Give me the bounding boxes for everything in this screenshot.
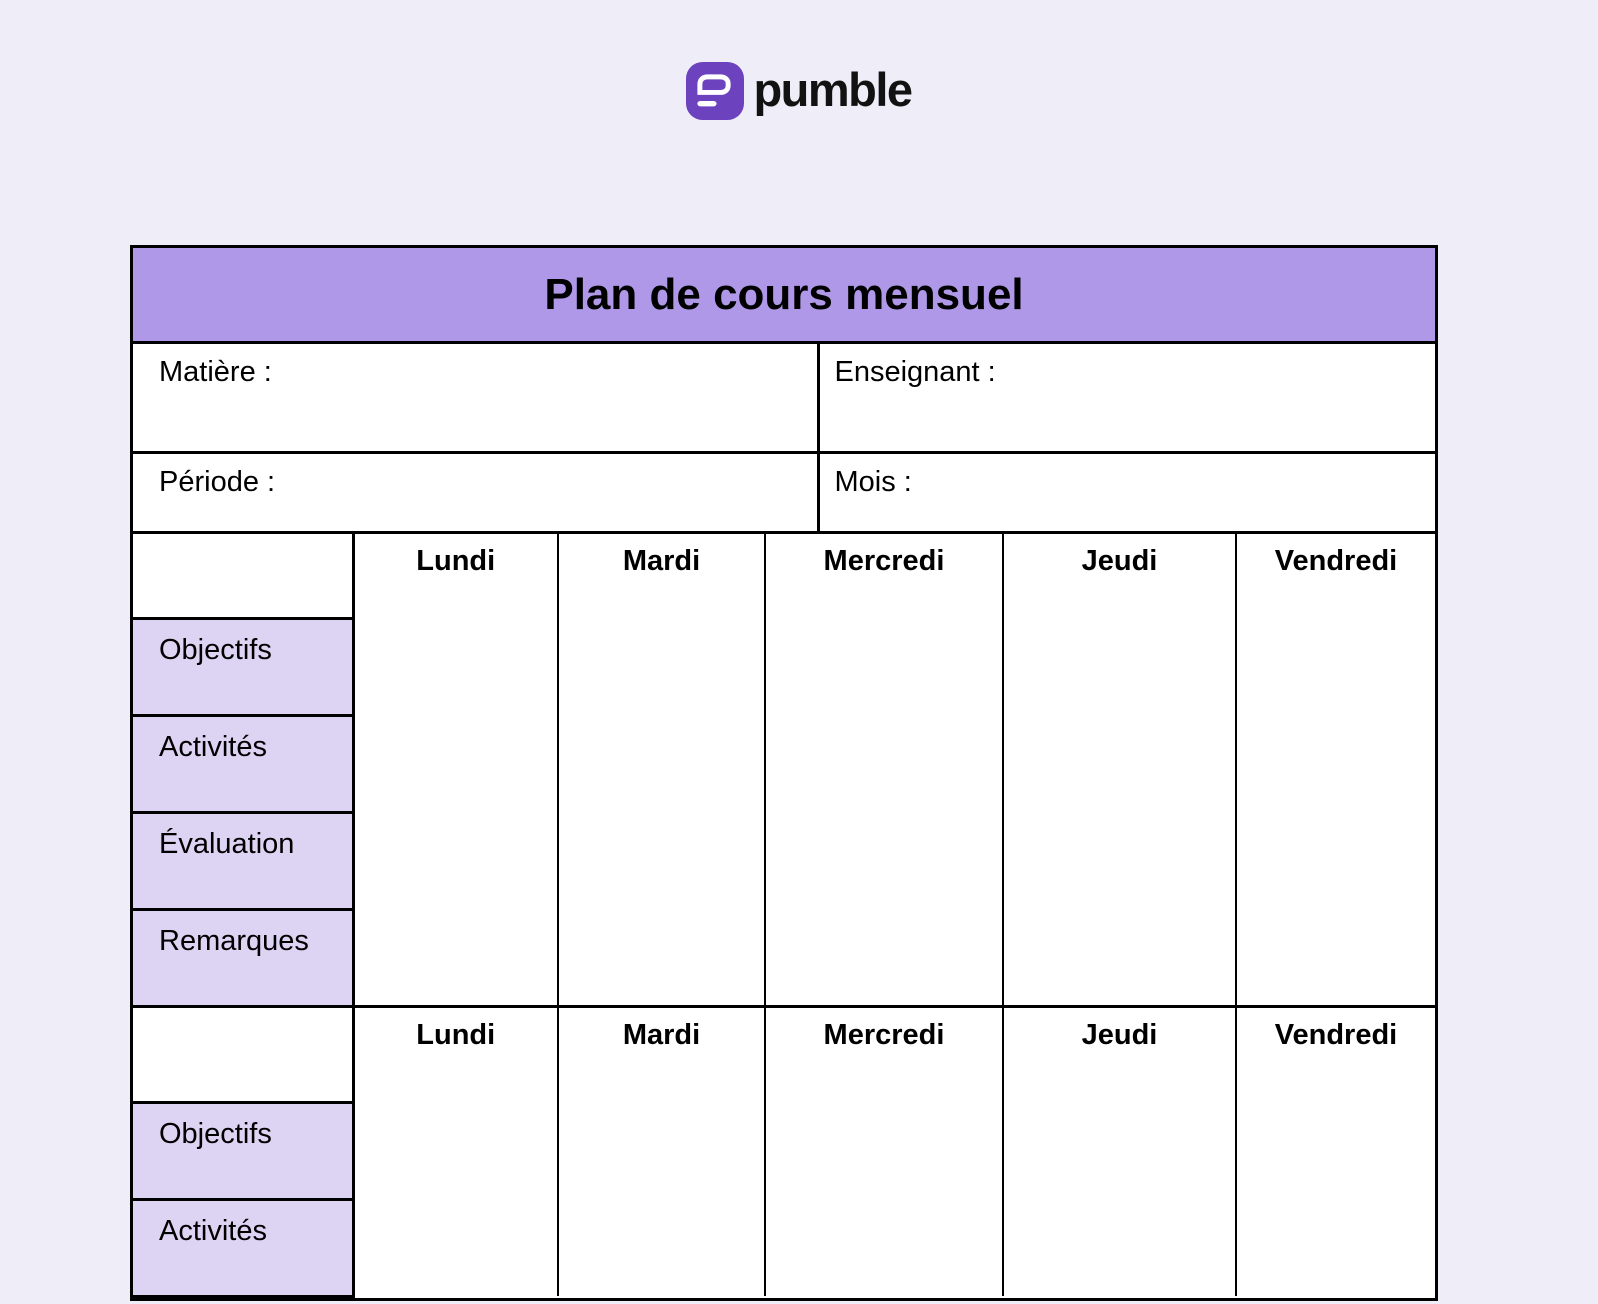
info-fields-table xyxy=(133,344,1435,534)
week2-day-column-mercredi[interactable]: Mercredi xyxy=(765,1008,1003,1296)
week2-grid xyxy=(133,1008,1435,1298)
week2-row-label-objectifs: Objectifs xyxy=(133,1102,353,1199)
field-matiere-cell[interactable] xyxy=(133,344,818,452)
week1-corner-cell xyxy=(133,534,353,619)
field-mois-cell[interactable] xyxy=(818,452,1435,532)
week1-day-column-mardi[interactable]: Mardi xyxy=(558,534,765,1007)
week2-day-column-mardi[interactable]: Mardi xyxy=(558,1008,765,1296)
week1-row-label-objectifs: Objectifs xyxy=(133,619,353,716)
field-matiere-label: Matière : xyxy=(159,356,272,388)
week2-day-column-jeudi[interactable]: Jeudi xyxy=(1003,1008,1236,1296)
field-enseignant-cell[interactable] xyxy=(818,344,1435,452)
week1-grid xyxy=(133,534,1435,1009)
week1-row-label-evaluation: Évaluation xyxy=(133,813,353,910)
field-enseignant-label: Enseignant : xyxy=(834,356,996,388)
pumble-speech-bubble-icon xyxy=(686,62,744,120)
week2-day-column-lundi[interactable]: Lundi xyxy=(353,1008,558,1296)
field-periode-cell[interactable] xyxy=(133,452,818,532)
week2-corner-cell xyxy=(133,1008,353,1102)
week1-row-label-remarques: Remarques xyxy=(133,910,353,1007)
lesson-plan-sheet xyxy=(130,245,1438,1301)
brand-wordmark: pumble xyxy=(753,62,912,116)
field-periode-label: Période : xyxy=(159,465,276,498)
pumble-logo xyxy=(0,0,1598,120)
week2-day-column-vendredi[interactable]: Vendredi xyxy=(1236,1008,1435,1296)
week1-day-column-mercredi[interactable]: Mercredi xyxy=(765,534,1003,1007)
week1-row-label-activites: Activités xyxy=(133,716,353,813)
week1-day-column-jeudi[interactable]: Jeudi xyxy=(1003,534,1236,1007)
week2-row-label-activites: Activités xyxy=(133,1199,353,1296)
week1-day-column-vendredi[interactable]: Vendredi xyxy=(1236,534,1435,1007)
field-mois-label: Mois : xyxy=(834,465,912,498)
week1-day-column-lundi[interactable]: Lundi xyxy=(353,534,558,1007)
sheet-title: Plan de cours mensuel xyxy=(133,248,1435,344)
